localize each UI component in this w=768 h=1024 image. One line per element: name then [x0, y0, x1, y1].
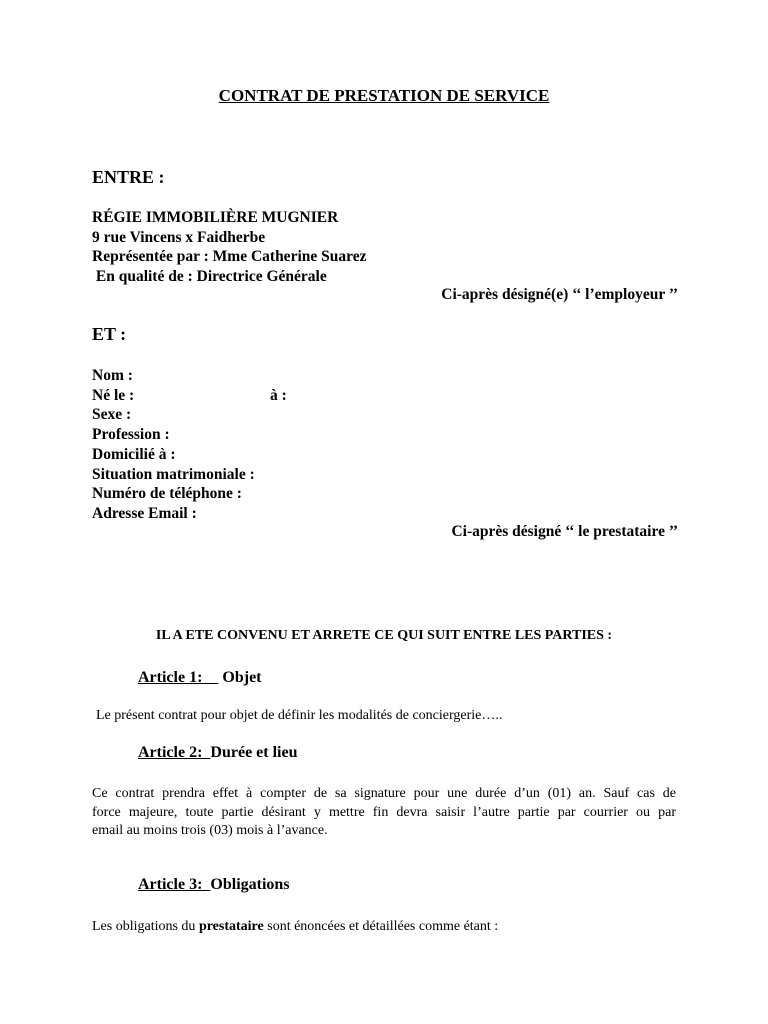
- article-1-line: Le présent contrat pour objet de définir les modalités de conciergerie…..: [96, 708, 503, 723]
- article-2-text: [92, 785, 676, 841]
- field-telephone: Numéro de téléphone :: [92, 485, 242, 503]
- provider-fields: [92, 366, 287, 524]
- employer-representative: Représentée par : Mme Catherine Suarez: [92, 248, 367, 266]
- article-1-text: [96, 707, 680, 726]
- article-1-title: Objet: [222, 669, 262, 686]
- field-nom: Nom :: [92, 367, 133, 384]
- field-birth-row: [92, 386, 287, 406]
- article-2-number: Article 2:: [138, 744, 203, 761]
- field-email: Adresse Email :: [92, 504, 197, 522]
- article-2-title: Durée et lieu: [210, 744, 298, 761]
- employer-designation: Ci-après désigné(e) ‘‘ l’employeur ’’: [441, 286, 678, 303]
- field-sexe: Sexe :: [92, 406, 132, 424]
- article-2-line: email au moins trois (03) mois à l’avance.: [92, 823, 328, 838]
- field-birth-place: à :: [270, 386, 287, 404]
- agreement-intro: IL A ETE CONVENU ET ARRETE CE QUI SUIT ENTRE LES PARTIES :: [155, 628, 613, 643]
- article-2-heading: [138, 744, 297, 762]
- field-domicile: Domicilié à :: [92, 445, 176, 463]
- field-situation: Situation matrimoniale :: [92, 465, 255, 483]
- field-profession: Profession :: [92, 426, 170, 444]
- entre-heading: ENTRE :: [92, 167, 165, 187]
- provider-designation: Ci-après désigné ‘‘ le prestataire ’’: [451, 523, 678, 540]
- field-ne-le: Né le :: [92, 386, 135, 404]
- article-3-heading: [138, 876, 290, 894]
- employer-block: [92, 208, 366, 287]
- provider-term: prestataire: [198, 919, 264, 934]
- article-1-heading: [138, 669, 262, 687]
- employer-address: 9 rue Vincens x Faidherbe: [92, 228, 266, 246]
- article-3-number: Article 3:: [138, 876, 203, 893]
- article-1-number: Article 1:: [138, 669, 203, 686]
- article-3-title: Obligations: [210, 876, 290, 893]
- employer-capacity: En qualité de : Directrice Générale: [92, 268, 327, 286]
- article-2-line: Ce contrat prendra effet à compter de sa signature pour une durée d’un (01) an. Sauf cas de: [92, 786, 676, 801]
- employer-name: RÉGIE IMMOBILIÈRE MUGNIER: [92, 209, 339, 226]
- article-3-line: Les obligations du prestataire sont énoncées et détaillées comme étant :: [92, 919, 499, 934]
- article-2-line: force majeure, toute partie désirant y mettre fin devra saisir l’autre partie par courrier ou par: [92, 804, 676, 820]
- et-heading: ET :: [92, 324, 127, 344]
- article-3-text: [92, 918, 676, 937]
- contract-title: CONTRAT DE PRESTATION DE SERVICE: [218, 86, 550, 105]
